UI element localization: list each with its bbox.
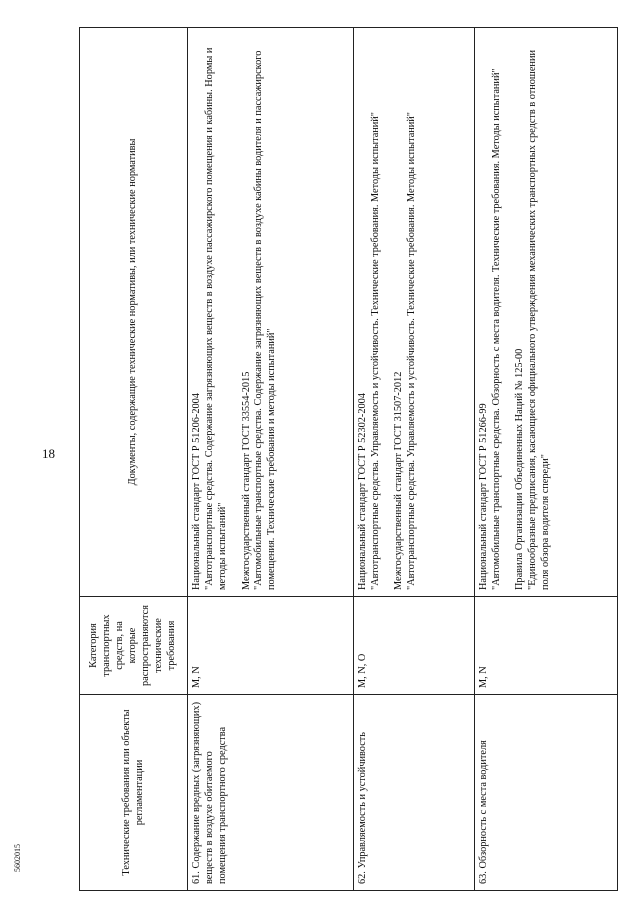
document-entry	[393, 34, 419, 590]
regulation-table-sheet	[79, 28, 618, 891]
table-row	[188, 28, 354, 891]
regulation-table	[79, 27, 618, 891]
document-title: Национальный стандарт ГОСТ Р 51206-2004	[191, 393, 202, 590]
documents-cell	[188, 28, 354, 597]
header-category: Категория транспортных средств, на которые распространяются технические требования	[80, 597, 188, 695]
table-header-row	[80, 28, 188, 891]
page-number: 18	[42, 446, 55, 461]
document-text: "Автотранспортные средства. Управляемость и устойчивость. Технические требования. Методы испытаний"	[369, 111, 381, 590]
document-text: "Автомобильные транспортные средства. Содержание загрязняющих веществ в воздухе кабины водителя и пассажирского помещения. Технические требования и методы испытаний"	[253, 50, 278, 590]
document-entry	[478, 34, 504, 590]
documents-cell	[353, 28, 474, 597]
header-requirements: Технические требования или объекты регламентации	[80, 695, 188, 891]
header-documents: Документы, содержащие технические нормативы, или технические нормативы	[80, 28, 188, 597]
category-cell: M, N, O	[353, 597, 474, 695]
document-title: Межгосударственный стандарт ГОСТ 33554-2015	[240, 371, 252, 590]
document-entry	[357, 34, 383, 590]
document-title: Межгосударственный стандарт ГОСТ 31507-2012	[393, 371, 405, 590]
requirement-cell: 61. Содержание вредных (загрязняющих) веществ в воздухе обитаемого помещения транспортного средства	[188, 695, 354, 891]
document-text: "Автомобильные транспортные средства. Обзорность с места водителя. Технические требования. Методы испытаний"	[490, 68, 502, 590]
requirement-cell: 63. Обзорность с места водителя	[474, 695, 617, 891]
document-text: "Автотранспортные средства. Управляемость и устойчивость. Технические требования. Методы испытаний"	[406, 111, 418, 590]
table-row	[353, 28, 474, 891]
document-text: "Единообразные предписания, касающиеся официального утверждения механических транспортных средств в отношении поля обзора водителя спереди"	[527, 50, 552, 590]
document-title: Правила Организации Объединенных Наций № 125-00	[514, 348, 526, 590]
category-cell: M, N	[188, 597, 354, 695]
document-text: "Автотранспортные средства. Содержание загрязняющих веществ в воздухе пассажирского помещения и кабины. Нормы и методы испытаний"	[203, 47, 228, 590]
document-entry	[514, 34, 553, 590]
category-cell: M, N	[474, 597, 617, 695]
document-title: Национальный стандарт ГОСТ Р 52302-2004	[356, 393, 368, 590]
documents-cell	[474, 28, 617, 597]
document-code: 5602015	[13, 844, 22, 872]
requirement-cell: 62. Управляемость и устойчивость	[353, 695, 474, 891]
document-title: Национальный стандарт ГОСТ Р 51266-99	[477, 403, 489, 590]
document-entry	[191, 34, 230, 590]
document-entry	[241, 34, 280, 590]
table-row	[474, 28, 617, 891]
